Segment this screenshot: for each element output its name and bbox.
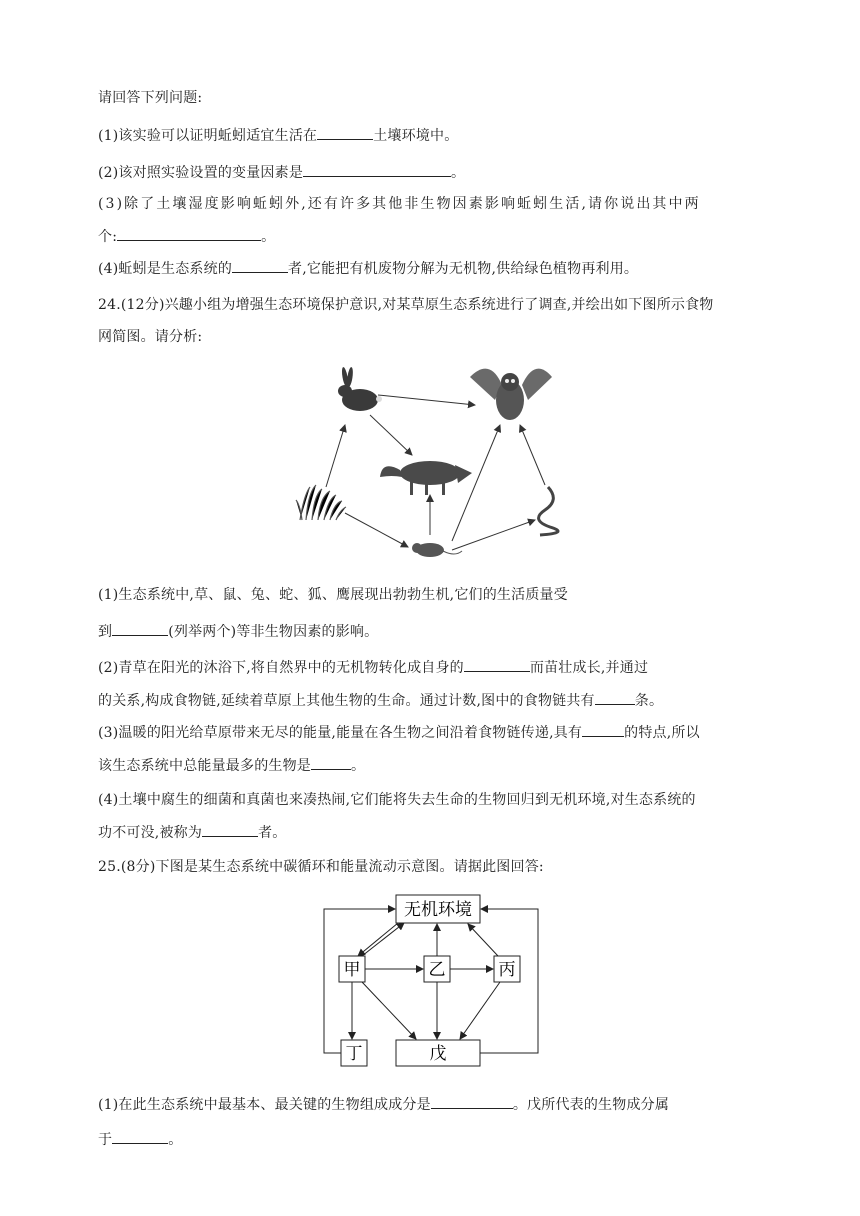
answer-blank[interactable] [112, 1129, 168, 1144]
q24-p2-text: (2)青草在阳光的沐浴下,将自然界中的无机物转化成自身的 [98, 660, 464, 676]
label-a: 甲 [343, 960, 361, 980]
q25-part1-line2 [98, 1129, 182, 1150]
q24-part4-line1: (4)土壤中腐生的细菌和真菌也来凑热闹,它们能将失去生命的生物回归到无机环境,对生态系统的 [98, 792, 696, 808]
q24-p3-text: (3)温暖的阳光给草原带来无尽的能量,能量在各生物之间沿着食物链传递,具有 [98, 725, 583, 741]
q23-part1 [98, 125, 458, 146]
q25-part1-line1 [98, 1094, 669, 1115]
label-environment: 无机环境 [404, 900, 472, 920]
food-web-diagram [290, 355, 580, 570]
q23-p4-text: (4)蚯蚓是生态系统的 [98, 261, 233, 277]
q24-part1-line1: (1)生态系统中,草、鼠、兔、蛇、狐、鹰展现出勃勃生机,它们的生活质量受 [98, 587, 568, 603]
mouse-icon [412, 543, 462, 557]
q24-p2-text2: 而苗壮成长,并通过 [529, 660, 649, 676]
label-e: 戊 [429, 1044, 447, 1064]
q25-p1-end: 。 [168, 1132, 183, 1148]
label-d: 丁 [345, 1044, 363, 1064]
answer-blank[interactable] [595, 690, 635, 705]
answer-blank[interactable] [582, 722, 624, 737]
answer-blank[interactable] [202, 822, 258, 837]
answer-blank[interactable] [112, 621, 168, 636]
answer-blank[interactable] [464, 657, 530, 672]
carbon-cycle-diagram [318, 890, 548, 1075]
q24-heading2: 网简图。请分析: [98, 329, 203, 345]
q24-part1-line2 [98, 621, 378, 642]
answer-blank[interactable] [303, 162, 451, 177]
answer-blank[interactable] [117, 226, 261, 241]
q24-p1-text: 到 [98, 624, 113, 640]
q23-p1-text: (1)该实验可以证明蚯蚓适宜生活在 [98, 128, 318, 144]
q24-p3-text2: 的特点,所以 [624, 725, 700, 741]
q23-part3-line1: (3)除了土壤湿度影响蚯蚓外,还有许多其他非生物因素影响蚯蚓生活,请你说出其中两 [98, 196, 701, 212]
answer-blank[interactable] [431, 1094, 513, 1109]
q24-p4-text: 功不可没,被称为 [98, 825, 203, 841]
q25-heading: 25.(8分)下图是某生态系统中碳循环和能量流动示意图。请据此图回答: [98, 859, 544, 875]
q24-p2-text3: 的关系,构成食物链,延续着草原上其他生物的生命。通过计数,图中的食物链共有 [98, 693, 595, 709]
q23-p2-text: (2)该对照实验设置的变量因素是 [98, 165, 304, 181]
q24-part3-line1 [98, 722, 700, 743]
q24-part4-line2 [98, 822, 286, 843]
q23-p2-end: 。 [451, 165, 466, 181]
q24-p4-end: 者。 [258, 825, 287, 841]
q25-p1-text2: 。戊所代表的生物成分属 [512, 1097, 670, 1113]
q23-p3-end: 。 [261, 229, 276, 245]
q24-part2-line1 [98, 657, 648, 678]
q25-p1-text3: 于 [98, 1132, 113, 1148]
q23-p4-text2: 者,它能把有机废物分解为无机物,供给绿色植物再利用。 [288, 261, 639, 277]
q23-p1-text2: 土壤环境中。 [373, 128, 459, 144]
q23-p3-text: 个: [98, 229, 118, 245]
q23-intro: 请回答下列问题: [98, 90, 203, 106]
q24-part3-line2 [98, 755, 365, 776]
q24-part2-line2 [98, 690, 663, 711]
answer-blank[interactable] [311, 755, 351, 770]
snake-icon [539, 487, 558, 535]
label-b: 乙 [428, 960, 446, 980]
label-c: 丙 [498, 960, 516, 980]
q23-part2 [98, 162, 465, 183]
fox-icon [380, 461, 472, 495]
owl-icon [470, 369, 552, 420]
q25-p1-text: (1)在此生态系统中最基本、最关键的生物组成成分是 [98, 1097, 431, 1113]
q23-part4 [98, 258, 638, 279]
q24-p1-text2: (列举两个)等非生物因素的影响。 [168, 624, 379, 640]
q24-p3-end: 。 [351, 758, 366, 774]
answer-blank[interactable] [317, 125, 373, 140]
grass-icon [296, 485, 346, 520]
rabbit-icon [338, 367, 382, 411]
q24-p2-end: 条。 [634, 693, 664, 709]
q24-p3-text3: 该生态系统中总能量最多的生物是 [98, 758, 311, 774]
q23-part3-line2 [98, 226, 275, 247]
answer-blank[interactable] [232, 258, 288, 273]
q24-heading: 24.(12分)兴趣小组为增强生态环境保护意识,对某草原生态系统进行了调查,并绘出如下图所示食物 [98, 297, 714, 313]
